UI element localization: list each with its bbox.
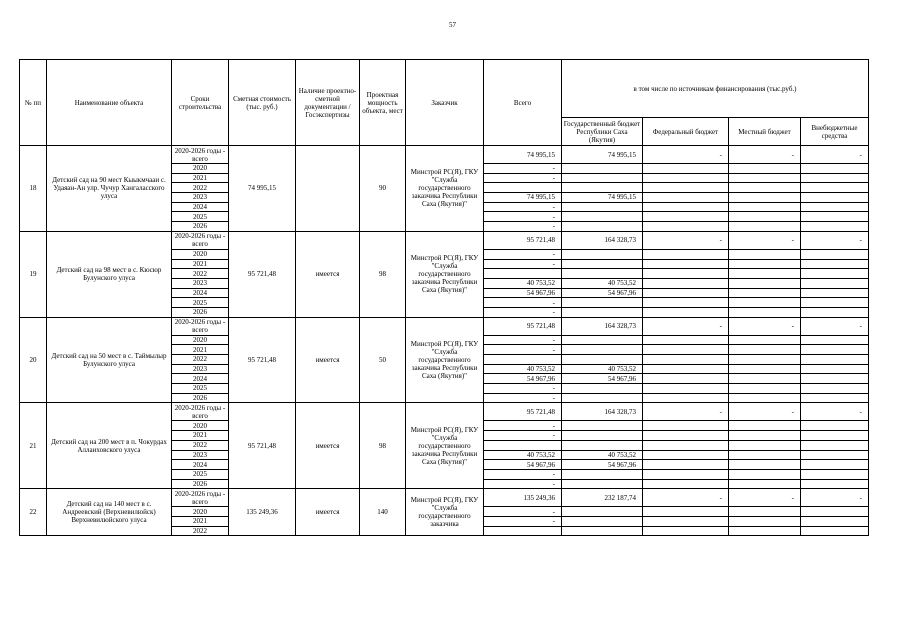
local-budget-value [729, 374, 801, 384]
extra-budget-value [801, 374, 869, 384]
federal-budget-value [643, 298, 729, 308]
gov-budget-value [562, 526, 643, 536]
federal-budget-value [643, 222, 729, 232]
local-budget-value [729, 269, 801, 279]
federal-budget-value [643, 335, 729, 345]
gov-budget-value [562, 212, 643, 222]
object-name: Детский сад на 200 мест в п. Чокурдах Аллаиховского улуса [47, 403, 172, 489]
local-budget-value [729, 355, 801, 365]
local-budget-value [729, 259, 801, 269]
extra-budget-value [801, 507, 869, 517]
gov-budget-value: 74 995,15 [562, 146, 643, 164]
gov-budget-value [562, 516, 643, 526]
object-name: Детский сад на 90 мест Кыыкмчааи с. Удаяан-Ан улр. Чучур Хангаласского улуса [47, 146, 172, 232]
funding-table [19, 59, 869, 536]
year-cell: 2026 [172, 479, 229, 489]
estimated-cost: 95 721,48 [229, 317, 296, 403]
year-cell: 2022 [172, 269, 229, 279]
extra-budget-value [801, 164, 869, 174]
total-value: - [484, 421, 562, 431]
year-cell: 2026 [172, 222, 229, 232]
year-cell: 2026 [172, 307, 229, 317]
total-value: - [484, 222, 562, 232]
extra-budget-value [801, 307, 869, 317]
table-row [20, 231, 869, 249]
federal-budget-value [643, 384, 729, 394]
extra-budget-value [801, 269, 869, 279]
extra-budget-value [801, 249, 869, 259]
design-docs-status: имеется [296, 231, 360, 317]
table-row [20, 146, 869, 164]
local-budget-value [729, 479, 801, 489]
extra-budget-value: - [801, 231, 869, 249]
gov-budget-value [562, 249, 643, 259]
federal-budget-value [643, 479, 729, 489]
year-cell: 2020-2026 годы - всего [172, 403, 229, 421]
year-cell: 2022 [172, 183, 229, 193]
total-value: - [484, 259, 562, 269]
year-cell: 2025 [172, 384, 229, 394]
federal-budget-value [643, 393, 729, 403]
year-cell: 2020-2026 годы - всего [172, 146, 229, 164]
local-budget-value [729, 298, 801, 308]
customer-name: Минстрой РС(Я), ГКУ "Служба государственного заказчика [406, 489, 484, 536]
extra-budget-value [801, 183, 869, 193]
federal-budget-value: - [643, 146, 729, 164]
table-row [20, 403, 869, 421]
gov-budget-value [562, 183, 643, 193]
year-cell: 2020 [172, 249, 229, 259]
gov-budget-value [562, 259, 643, 269]
header-extra: Внебюджетные средства [801, 118, 869, 146]
local-budget-value [729, 450, 801, 460]
gov-budget-value [562, 164, 643, 174]
extra-budget-value [801, 431, 869, 441]
table-row [20, 489, 869, 507]
extra-budget-value [801, 345, 869, 355]
local-budget-value [729, 288, 801, 298]
extra-budget-value [801, 222, 869, 232]
gov-budget-value [562, 307, 643, 317]
year-cell: 2022 [172, 355, 229, 365]
extra-budget-value: - [801, 403, 869, 421]
header-funding-group: в том числе по источникам финансирования (тыс.руб.) [562, 60, 869, 118]
federal-budget-value: - [643, 231, 729, 249]
federal-budget-value [643, 307, 729, 317]
year-cell: 2021 [172, 259, 229, 269]
row-number: 20 [20, 317, 47, 403]
gov-budget-value [562, 384, 643, 394]
year-cell: 2021 [172, 431, 229, 441]
extra-budget-value [801, 173, 869, 183]
extra-budget-value [801, 212, 869, 222]
extra-budget-value [801, 440, 869, 450]
total-value: 95 721,48 [484, 403, 562, 421]
gov-budget-value [562, 173, 643, 183]
gov-budget-value [562, 335, 643, 345]
year-cell: 2022 [172, 440, 229, 450]
capacity-value: 140 [360, 489, 406, 536]
local-budget-value: - [729, 317, 801, 335]
design-docs-status: имеется [296, 403, 360, 489]
federal-budget-value [643, 249, 729, 259]
year-cell: 2020 [172, 335, 229, 345]
year-cell: 2021 [172, 173, 229, 183]
local-budget-value: - [729, 231, 801, 249]
customer-name: Минстрой РС(Я), ГКУ "Служба государственного заказчика Республики Саха (Якутия)" [406, 403, 484, 489]
header-cost: Сметная стоимость (тыс. руб.) [229, 60, 296, 146]
extra-budget-value [801, 288, 869, 298]
year-cell: 2026 [172, 393, 229, 403]
total-value: - [484, 479, 562, 489]
header-customer: Заказчик [406, 60, 484, 146]
estimated-cost: 95 721,48 [229, 231, 296, 317]
header-total: Всего [484, 60, 562, 146]
federal-budget-value [643, 450, 729, 460]
total-value: 135 249,36 [484, 489, 562, 507]
year-cell: 2023 [172, 450, 229, 460]
total-value: 54 967,96 [484, 288, 562, 298]
total-value: - [484, 335, 562, 345]
local-budget-value [729, 212, 801, 222]
table-row [20, 317, 869, 335]
local-budget-value [729, 307, 801, 317]
capacity-value: 98 [360, 231, 406, 317]
header-federal: Федеральный бюджет [643, 118, 729, 146]
gov-budget-value: 40 753,52 [562, 278, 643, 288]
local-budget-value: - [729, 146, 801, 164]
total-value: - [484, 212, 562, 222]
total-value: 40 753,52 [484, 364, 562, 374]
year-cell: 2021 [172, 345, 229, 355]
federal-budget-value [643, 355, 729, 365]
extra-budget-value [801, 355, 869, 365]
federal-budget-value [643, 516, 729, 526]
gov-budget-value: 232 187,74 [562, 489, 643, 507]
gov-budget-value [562, 469, 643, 479]
extra-budget-value [801, 278, 869, 288]
total-value: 54 967,96 [484, 374, 562, 384]
total-value: 95 721,48 [484, 317, 562, 335]
local-budget-value [729, 469, 801, 479]
gov-budget-value: 54 967,96 [562, 460, 643, 470]
local-budget-value [729, 421, 801, 431]
local-budget-value [729, 202, 801, 212]
estimated-cost: 74 995,15 [229, 146, 296, 232]
object-name: Детский сад на 98 мест в с. Кюсюр Булунского улуса [47, 231, 172, 317]
gov-budget-value: 54 967,96 [562, 288, 643, 298]
total-value: 40 753,52 [484, 278, 562, 288]
total-value: 74 995,15 [484, 193, 562, 203]
design-docs-status: имеется [296, 317, 360, 403]
year-cell: 2025 [172, 298, 229, 308]
year-cell: 2020 [172, 507, 229, 517]
local-budget-value [729, 173, 801, 183]
extra-budget-value [801, 259, 869, 269]
total-value: 40 753,52 [484, 450, 562, 460]
gov-budget-value [562, 222, 643, 232]
federal-budget-value [643, 183, 729, 193]
extra-budget-value [801, 335, 869, 345]
capacity-value: 90 [360, 146, 406, 232]
object-name: Детский сад на 140 мест в с. Андреевский (Верхневилюйск) Верхневилюйского улуса [47, 489, 172, 536]
object-name: Детский сад на 50 мест в с. Таймылыр Булунского улуса [47, 317, 172, 403]
gov-budget-value: 74 995,15 [562, 193, 643, 203]
gov-budget-value [562, 298, 643, 308]
year-cell: 2020-2026 годы - всего [172, 317, 229, 335]
year-cell: 2023 [172, 278, 229, 288]
federal-budget-value [643, 364, 729, 374]
gov-budget-value [562, 202, 643, 212]
gov-budget-value: 40 753,52 [562, 364, 643, 374]
local-budget-value [729, 507, 801, 517]
extra-budget-value: - [801, 317, 869, 335]
header-num: № пп [20, 60, 47, 146]
row-number: 18 [20, 146, 47, 232]
gov-budget-value [562, 440, 643, 450]
total-value: - [484, 202, 562, 212]
total-value: 95 721,48 [484, 231, 562, 249]
extra-budget-value [801, 364, 869, 374]
federal-budget-value [643, 259, 729, 269]
local-budget-value [729, 384, 801, 394]
header-terms: Сроки строительства [172, 60, 229, 146]
page-number: 57 [449, 21, 456, 29]
local-budget-value [729, 222, 801, 232]
federal-budget-value [643, 278, 729, 288]
year-cell: 2023 [172, 364, 229, 374]
total-value [484, 440, 562, 450]
extra-budget-value: - [801, 146, 869, 164]
federal-budget-value [643, 164, 729, 174]
estimated-cost: 135 249,36 [229, 489, 296, 536]
total-value [484, 269, 562, 279]
gov-budget-value: 40 753,52 [562, 450, 643, 460]
local-budget-value: - [729, 489, 801, 507]
year-cell: 2025 [172, 212, 229, 222]
local-budget-value [729, 193, 801, 203]
federal-budget-value [643, 269, 729, 279]
extra-budget-value [801, 421, 869, 431]
year-cell: 2024 [172, 288, 229, 298]
header-local: Местный бюджет [729, 118, 801, 146]
local-budget-value [729, 460, 801, 470]
extra-budget-value [801, 450, 869, 460]
total-value: - [484, 249, 562, 259]
total-value: - [484, 431, 562, 441]
gov-budget-value [562, 355, 643, 365]
gov-budget-value: 54 967,96 [562, 374, 643, 384]
header-name: Наименование объекта [47, 60, 172, 146]
estimated-cost: 95 721,48 [229, 403, 296, 489]
gov-budget-value: 164 328,73 [562, 403, 643, 421]
total-value: - [484, 164, 562, 174]
year-cell: 2020-2026 годы - всего [172, 231, 229, 249]
gov-budget-value [562, 393, 643, 403]
year-cell: 2020-2026 годы - всего [172, 489, 229, 507]
total-value: - [484, 516, 562, 526]
year-cell: 2020 [172, 164, 229, 174]
year-cell: 2023 [172, 193, 229, 203]
local-budget-value [729, 164, 801, 174]
local-budget-value [729, 335, 801, 345]
total-value [484, 526, 562, 536]
row-number: 19 [20, 231, 47, 317]
federal-budget-value [643, 288, 729, 298]
total-value: 54 967,96 [484, 460, 562, 470]
local-budget-value [729, 393, 801, 403]
extra-budget-value [801, 202, 869, 212]
total-value: 74 995,15 [484, 146, 562, 164]
year-cell: 2020 [172, 421, 229, 431]
year-cell: 2021 [172, 516, 229, 526]
federal-budget-value [643, 526, 729, 536]
total-value: - [484, 393, 562, 403]
header-capacity: Проектная мощность объекта, мест [360, 60, 406, 146]
extra-budget-value [801, 469, 869, 479]
federal-budget-value [643, 212, 729, 222]
total-value: - [484, 469, 562, 479]
gov-budget-value [562, 269, 643, 279]
total-value [484, 355, 562, 365]
row-number: 22 [20, 489, 47, 536]
gov-budget-value [562, 479, 643, 489]
customer-name: Минстрой РС(Я), ГКУ "Служба государственного заказчика Республики Саха (Якутия)" [406, 317, 484, 403]
extra-budget-value [801, 460, 869, 470]
federal-budget-value [643, 421, 729, 431]
extra-budget-value [801, 516, 869, 526]
capacity-value: 98 [360, 403, 406, 489]
federal-budget-value [643, 469, 729, 479]
gov-budget-value [562, 345, 643, 355]
customer-name: Минстрой РС(Я), ГКУ "Служба государственного заказчика Республики Саха (Якутия)" [406, 146, 484, 232]
extra-budget-value [801, 479, 869, 489]
extra-budget-value [801, 298, 869, 308]
local-budget-value: - [729, 403, 801, 421]
federal-budget-value [643, 173, 729, 183]
local-budget-value [729, 526, 801, 536]
federal-budget-value [643, 431, 729, 441]
federal-budget-value [643, 460, 729, 470]
year-cell: 2024 [172, 374, 229, 384]
year-cell: 2022 [172, 526, 229, 536]
local-budget-value [729, 516, 801, 526]
header-docs: Наличие проектно-сметной документации /Госэкспертизы [296, 60, 360, 146]
federal-budget-value: - [643, 317, 729, 335]
total-value: - [484, 507, 562, 517]
extra-budget-value [801, 526, 869, 536]
total-value: - [484, 298, 562, 308]
extra-budget-value: - [801, 489, 869, 507]
federal-budget-value [643, 374, 729, 384]
gov-budget-value [562, 421, 643, 431]
local-budget-value [729, 249, 801, 259]
local-budget-value [729, 345, 801, 355]
extra-budget-value [801, 393, 869, 403]
federal-budget-value [643, 345, 729, 355]
federal-budget-value [643, 202, 729, 212]
gov-budget-value [562, 431, 643, 441]
customer-name: Минстрой РС(Я), ГКУ "Служба государственного заказчика Республики Саха (Якутия)" [406, 231, 484, 317]
local-budget-value [729, 440, 801, 450]
total-value: - [484, 307, 562, 317]
local-budget-value [729, 364, 801, 374]
gov-budget-value [562, 507, 643, 517]
total-value: - [484, 173, 562, 183]
federal-budget-value [643, 440, 729, 450]
extra-budget-value [801, 193, 869, 203]
gov-budget-value: 164 328,73 [562, 231, 643, 249]
design-docs-status: имеется [296, 489, 360, 536]
extra-budget-value [801, 384, 869, 394]
year-cell: 2024 [172, 202, 229, 212]
federal-budget-value [643, 193, 729, 203]
local-budget-value [729, 183, 801, 193]
design-docs-status [296, 146, 360, 232]
federal-budget-value: - [643, 403, 729, 421]
year-cell: 2024 [172, 460, 229, 470]
year-cell: 2025 [172, 469, 229, 479]
gov-budget-value: 164 328,73 [562, 317, 643, 335]
local-budget-value [729, 431, 801, 441]
federal-budget-value: - [643, 489, 729, 507]
total-value [484, 183, 562, 193]
total-value: - [484, 345, 562, 355]
header-gov-rs: Государственный бюджет Республики Саха (Якутия) [562, 118, 643, 146]
row-number: 21 [20, 403, 47, 489]
local-budget-value [729, 278, 801, 288]
total-value: - [484, 384, 562, 394]
capacity-value: 50 [360, 317, 406, 403]
federal-budget-value [643, 507, 729, 517]
